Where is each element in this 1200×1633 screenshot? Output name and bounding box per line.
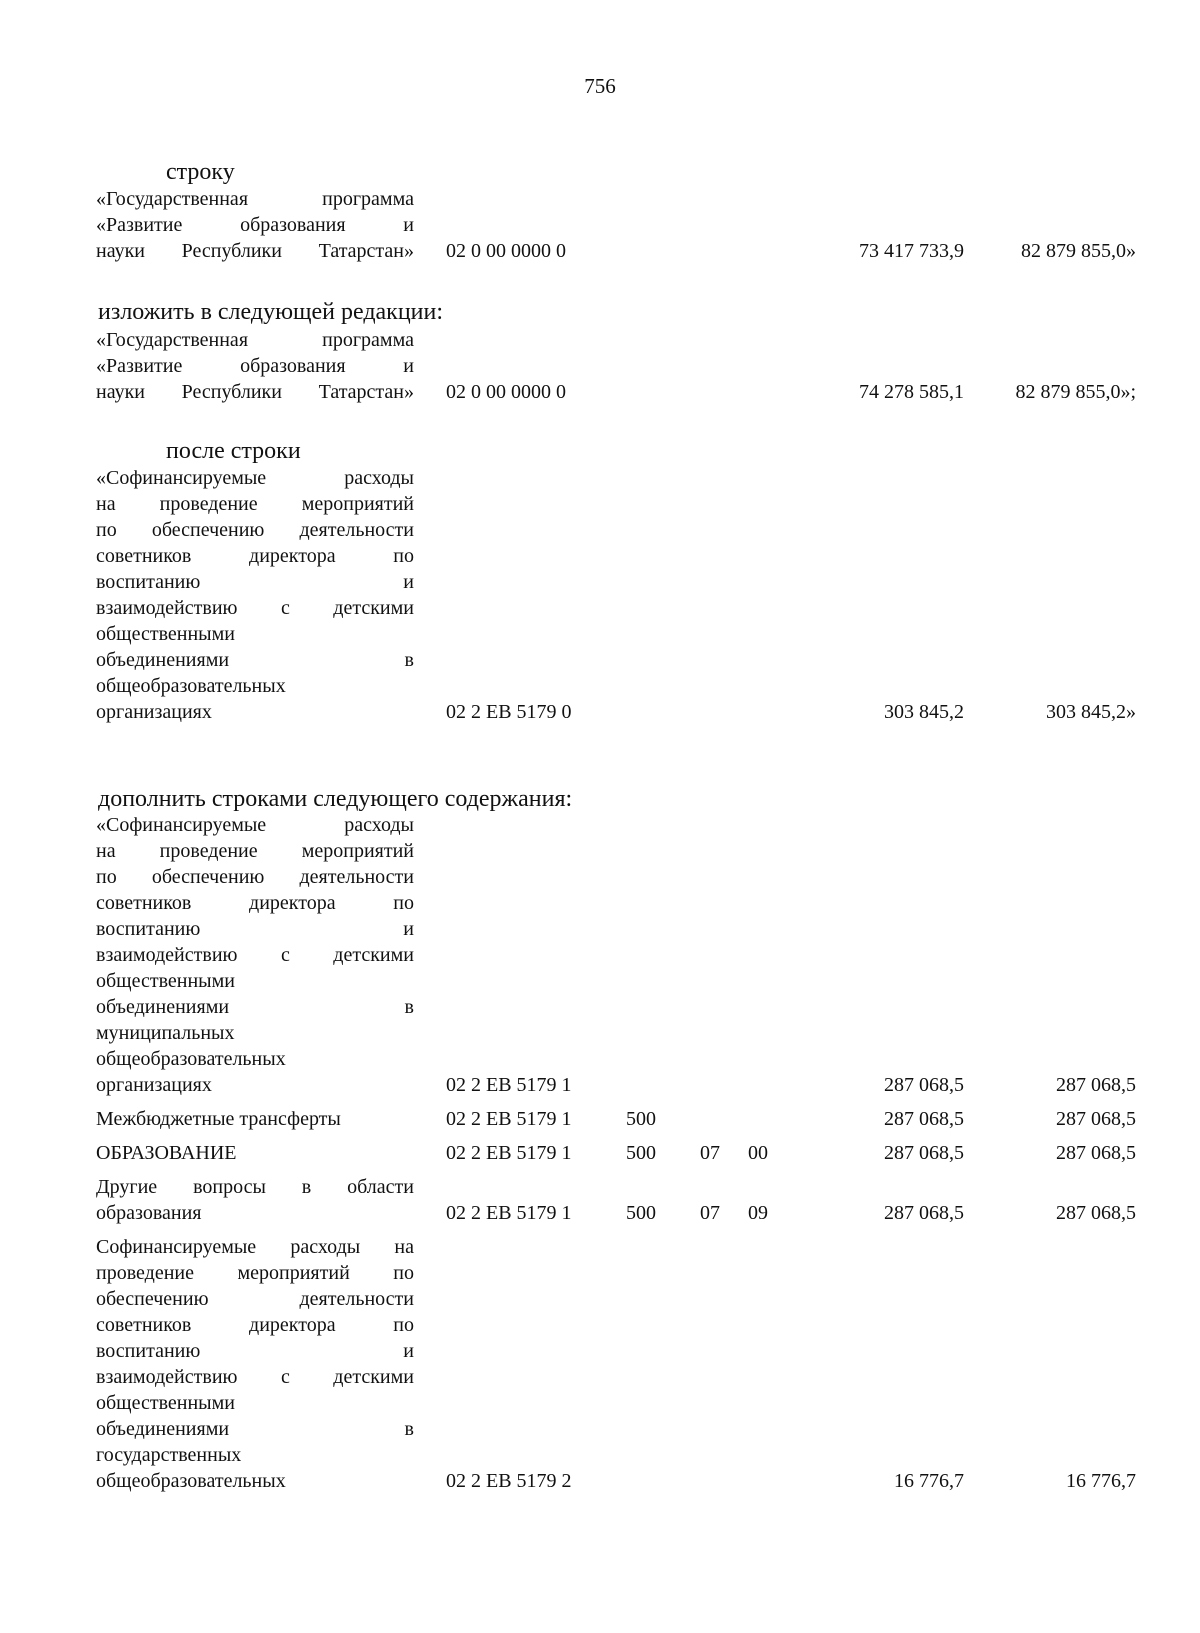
desc-line: муниципальных: [96, 1022, 235, 1044]
desc-line: «Софинансируемые расходы: [96, 467, 414, 489]
sum-year-2: 303 845,2»: [1046, 701, 1136, 723]
desc-line: организациях: [96, 1074, 212, 1096]
section-rows: [96, 327, 1136, 405]
table-row: [96, 327, 1136, 405]
desc-line: науки Республики Татарстан»: [96, 381, 414, 403]
section-rows: [96, 186, 1136, 264]
desc-line: «Развитие образования и: [96, 214, 414, 236]
desc-line: по обеспечению деятельности: [96, 519, 414, 541]
sum-year-1: 73 417 733,9: [859, 240, 964, 262]
desc-line: Межбюджетные трансферты: [96, 1108, 341, 1130]
target-code: 02 0 00 0000 0: [446, 240, 566, 262]
row-description: [96, 1140, 414, 1166]
table-row: [96, 1234, 1136, 1494]
row-description: [96, 812, 414, 1098]
table-row: [96, 186, 1136, 264]
desc-line: советников директора по: [96, 1314, 414, 1336]
desc-line: ОБРАЗОВАНИЕ: [96, 1142, 237, 1164]
desc-line: общеобразовательных: [96, 675, 286, 697]
section-code: 07: [700, 1142, 720, 1164]
desc-line: общеобразовательных: [96, 1048, 286, 1070]
desc-line: организациях: [96, 701, 212, 723]
target-code: 02 2 ЕВ 5179 1: [446, 1202, 572, 1224]
desc-line: советников директора по: [96, 545, 414, 567]
sum-year-1: 74 278 585,1: [859, 381, 964, 403]
desc-line: по обеспечению деятельности: [96, 866, 414, 888]
section-rows: [96, 812, 1136, 1494]
sum-year-1: 287 068,5: [884, 1202, 964, 1224]
table-row: [96, 1174, 1136, 1226]
desc-line: государственных: [96, 1444, 242, 1466]
table-row: [96, 465, 1136, 725]
desc-line: общественными: [96, 970, 235, 992]
table-row: [96, 1140, 1136, 1166]
row-description: [96, 186, 414, 264]
desc-line: на проведение мероприятий: [96, 493, 414, 515]
desc-line: на проведение мероприятий: [96, 840, 414, 862]
sum-year-1: 287 068,5: [884, 1108, 964, 1130]
sum-year-1: 303 845,2: [884, 701, 964, 723]
table-row: [96, 812, 1136, 1098]
section-heading: после строки: [166, 438, 301, 464]
desc-line: взаимодействию с детскими: [96, 597, 414, 619]
target-code: 02 2 ЕВ 5179 1: [446, 1108, 572, 1130]
sum-year-2: 82 879 855,0»;: [1015, 381, 1136, 403]
row-description: [96, 1174, 414, 1226]
desc-line: взаимодействию с детскими: [96, 944, 414, 966]
sum-year-1: 16 776,7: [894, 1470, 964, 1492]
desc-line: объединениями в: [96, 649, 414, 671]
row-description: [96, 327, 414, 405]
row-description: [96, 1234, 414, 1494]
section-heading: дополнить строками следующего содержания:: [98, 786, 573, 812]
sum-year-1: 287 068,5: [884, 1074, 964, 1096]
desc-line: науки Республики Татарстан»: [96, 240, 414, 262]
page-number: 756: [584, 74, 616, 98]
desc-line: обеспечению деятельности: [96, 1288, 414, 1310]
sum-year-2: 287 068,5: [1056, 1202, 1136, 1224]
row-description: [96, 465, 414, 725]
expense-type: 500: [626, 1108, 656, 1130]
section-rows: [96, 465, 1136, 725]
desc-line: взаимодействию с детскими: [96, 1366, 414, 1388]
desc-line: общеобразовательных: [96, 1470, 286, 1492]
sum-year-1: 287 068,5: [884, 1142, 964, 1164]
expense-type: 500: [626, 1202, 656, 1224]
target-code: 02 2 ЕВ 5179 1: [446, 1142, 572, 1164]
desc-line: объединениями в: [96, 996, 414, 1018]
desc-line: Другие вопросы в области: [96, 1176, 414, 1198]
section-code: 07: [700, 1202, 720, 1224]
sum-year-2: 287 068,5: [1056, 1074, 1136, 1096]
desc-line: общественными: [96, 1392, 235, 1414]
expense-type: 500: [626, 1142, 656, 1164]
desc-line: воспитанию и: [96, 918, 414, 940]
target-code: 02 2 ЕВ 5179 2: [446, 1470, 572, 1492]
desc-line: «Развитие образования и: [96, 355, 414, 377]
desc-line: «Софинансируемые расходы: [96, 814, 414, 836]
desc-line: воспитанию и: [96, 1340, 414, 1362]
sum-year-2: 82 879 855,0»: [1021, 240, 1136, 262]
desc-line: проведение мероприятий по: [96, 1262, 414, 1284]
sum-year-2: 16 776,7: [1066, 1470, 1136, 1492]
subsection-code: 09: [748, 1202, 768, 1224]
desc-line: общественными: [96, 623, 235, 645]
target-code: 02 2 ЕВ 5179 0: [446, 701, 572, 723]
table-row: [96, 1106, 1136, 1132]
section-heading: строку: [166, 159, 235, 185]
target-code: 02 2 ЕВ 5179 1: [446, 1074, 572, 1096]
desc-line: «Государственная программа: [96, 188, 414, 210]
desc-line: образования: [96, 1202, 202, 1224]
subsection-code: 00: [748, 1142, 768, 1164]
target-code: 02 0 00 0000 0: [446, 381, 566, 403]
desc-line: воспитанию и: [96, 571, 414, 593]
desc-line: советников директора по: [96, 892, 414, 914]
row-description: [96, 1106, 414, 1132]
section-heading: изложить в следующей редакции:: [98, 299, 444, 325]
sum-year-2: 287 068,5: [1056, 1142, 1136, 1164]
desc-line: «Государственная программа: [96, 329, 414, 351]
desc-line: Софинансируемые расходы на: [96, 1236, 414, 1258]
sum-year-2: 287 068,5: [1056, 1108, 1136, 1130]
desc-line: объединениями в: [96, 1418, 414, 1440]
